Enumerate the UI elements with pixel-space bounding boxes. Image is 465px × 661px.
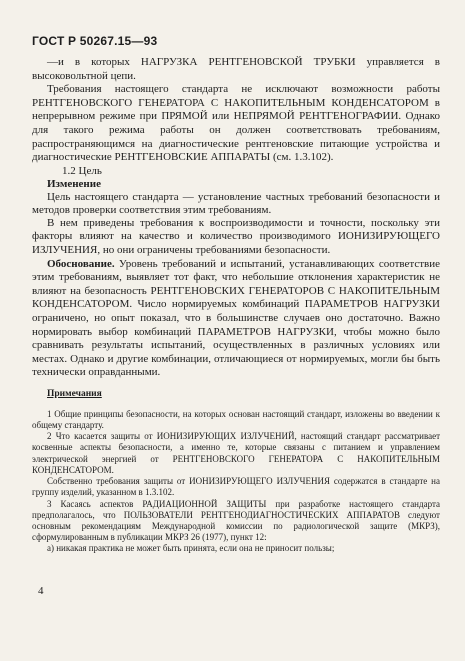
rationale-label: Обоснование. xyxy=(47,257,115,270)
change-label: Изменение xyxy=(47,177,101,190)
notes-block xyxy=(32,389,440,554)
rationale-text: Уровень требований и испытаний, устанавливающих соответствие этим требованиям, выявляет тот факт, что небольшие отклонения характеристик не влияют на безопасность РЕНТГЕНОВСКИХ ГЕНЕРАТОРОВ С НАКОПИТЕЛЬНЫМ КОНДЕНСАТОРОМ. Число нормируемых комбинаций ПАРАМЕТРОВ НАГРУЗКИ ограничено, но опыт показал, что в большинстве случаев оно достаточно. Важно нормировать выбор комбинаций ПАРАМЕТРОВ НАГРУЗКИ, чтобы можно было сравнивать результаты испытаний, осуществленных в различных условиях или местах. Однако и другие комбинации, отличающиеся от нормируемых, могли бы быть технически оправданными. xyxy=(32,257,440,379)
paragraph-rationale xyxy=(32,258,440,380)
page-header: ГОСТ Р 50267.15—93 xyxy=(32,34,158,48)
paragraph-purpose: Цель настоящего стандарта — установление частных требований безопасности и методов проверки соответствия этим требованиям. xyxy=(32,190,440,216)
note-2: 2 Что касается защиты от ИОНИЗИРУЮЩИХ ИЗЛУЧЕНИЙ, настоящий стандарт рассматривает косвенные аспекты безопасности, а именно те, которые связаны с питанием и управлением электрической энергией от РЕНТГЕНОВСКОГО ГЕНЕРАТОРА С НАКОПИТЕЛЬНЫМ КОНДЕНСАТОРОМ. xyxy=(32,431,440,475)
paragraph-load-control: —и в которых НАГРУЗКА РЕНТГЕНОВСКОЙ ТРУБКИ управляется в высоковольтной цепи. xyxy=(32,56,440,82)
notes-title: Примечания xyxy=(47,389,102,400)
note-1: 1 Общие принципы безопасности, на которых основан настоящий стандарт, изложены во введении к общему стандарту. xyxy=(32,408,440,431)
note-3-item-a: а) никакая практика не может быть принята, если она не приносит пользы; xyxy=(47,543,335,554)
note-2-continued: Собственно требования защиты от ИОНИЗИРУЮЩЕГО ИЗЛУЧЕНИЯ содержатся в стандарте на группу изделий, указанном в 1.3.102. xyxy=(32,476,440,498)
page-number: 4 xyxy=(38,585,44,597)
section-heading: 1.2 Цель xyxy=(62,164,102,177)
paragraph-accuracy: В нем приведены требования к воспроизводимости и точности, поскольку эти факторы влияют на качество и количество производимого ИОНИЗИРУЮЩЕГО ИЗЛУЧЕНИЯ, но они ограничены требованиями безопасности. xyxy=(32,216,440,256)
document-body xyxy=(32,56,440,555)
note-3: 3 Касаясь аспектов РАДИАЦИОННОЙ ЗАЩИТЫ при разработке настоящего стандарта предполагалось, что ПОЛЬЗОВАТЕЛИ РЕНТГЕНОДИАГНОСТИЧЕСКИХ АППАРАТОВ следуют основным рекомендациям Международной комиссии по радиологической защите (МКРЗ), сформулированным в публикации МКРЗ 26 (1977), пункт 12: xyxy=(32,498,440,543)
paragraph-continuous-mode: Требования настоящего стандарта не исключают возможности работы РЕНТГЕНОВСКОГО ГЕНЕРАТОРА С НАКОПИТЕЛЬНЫМ КОНДЕНСАТОРОМ в непрерывном режиме при ПРЯМОЙ или НЕПРЯМОЙ РЕНТГЕНОГРАФИИ. Однако для такого режима работы он должен соответствовать требованиям, распространяющимся на диагностические рентгеновские питающие устройства и диагностические РЕНТГЕНОВСКИЕ АППАРАТЫ (см. 1.3.102). xyxy=(32,83,440,164)
